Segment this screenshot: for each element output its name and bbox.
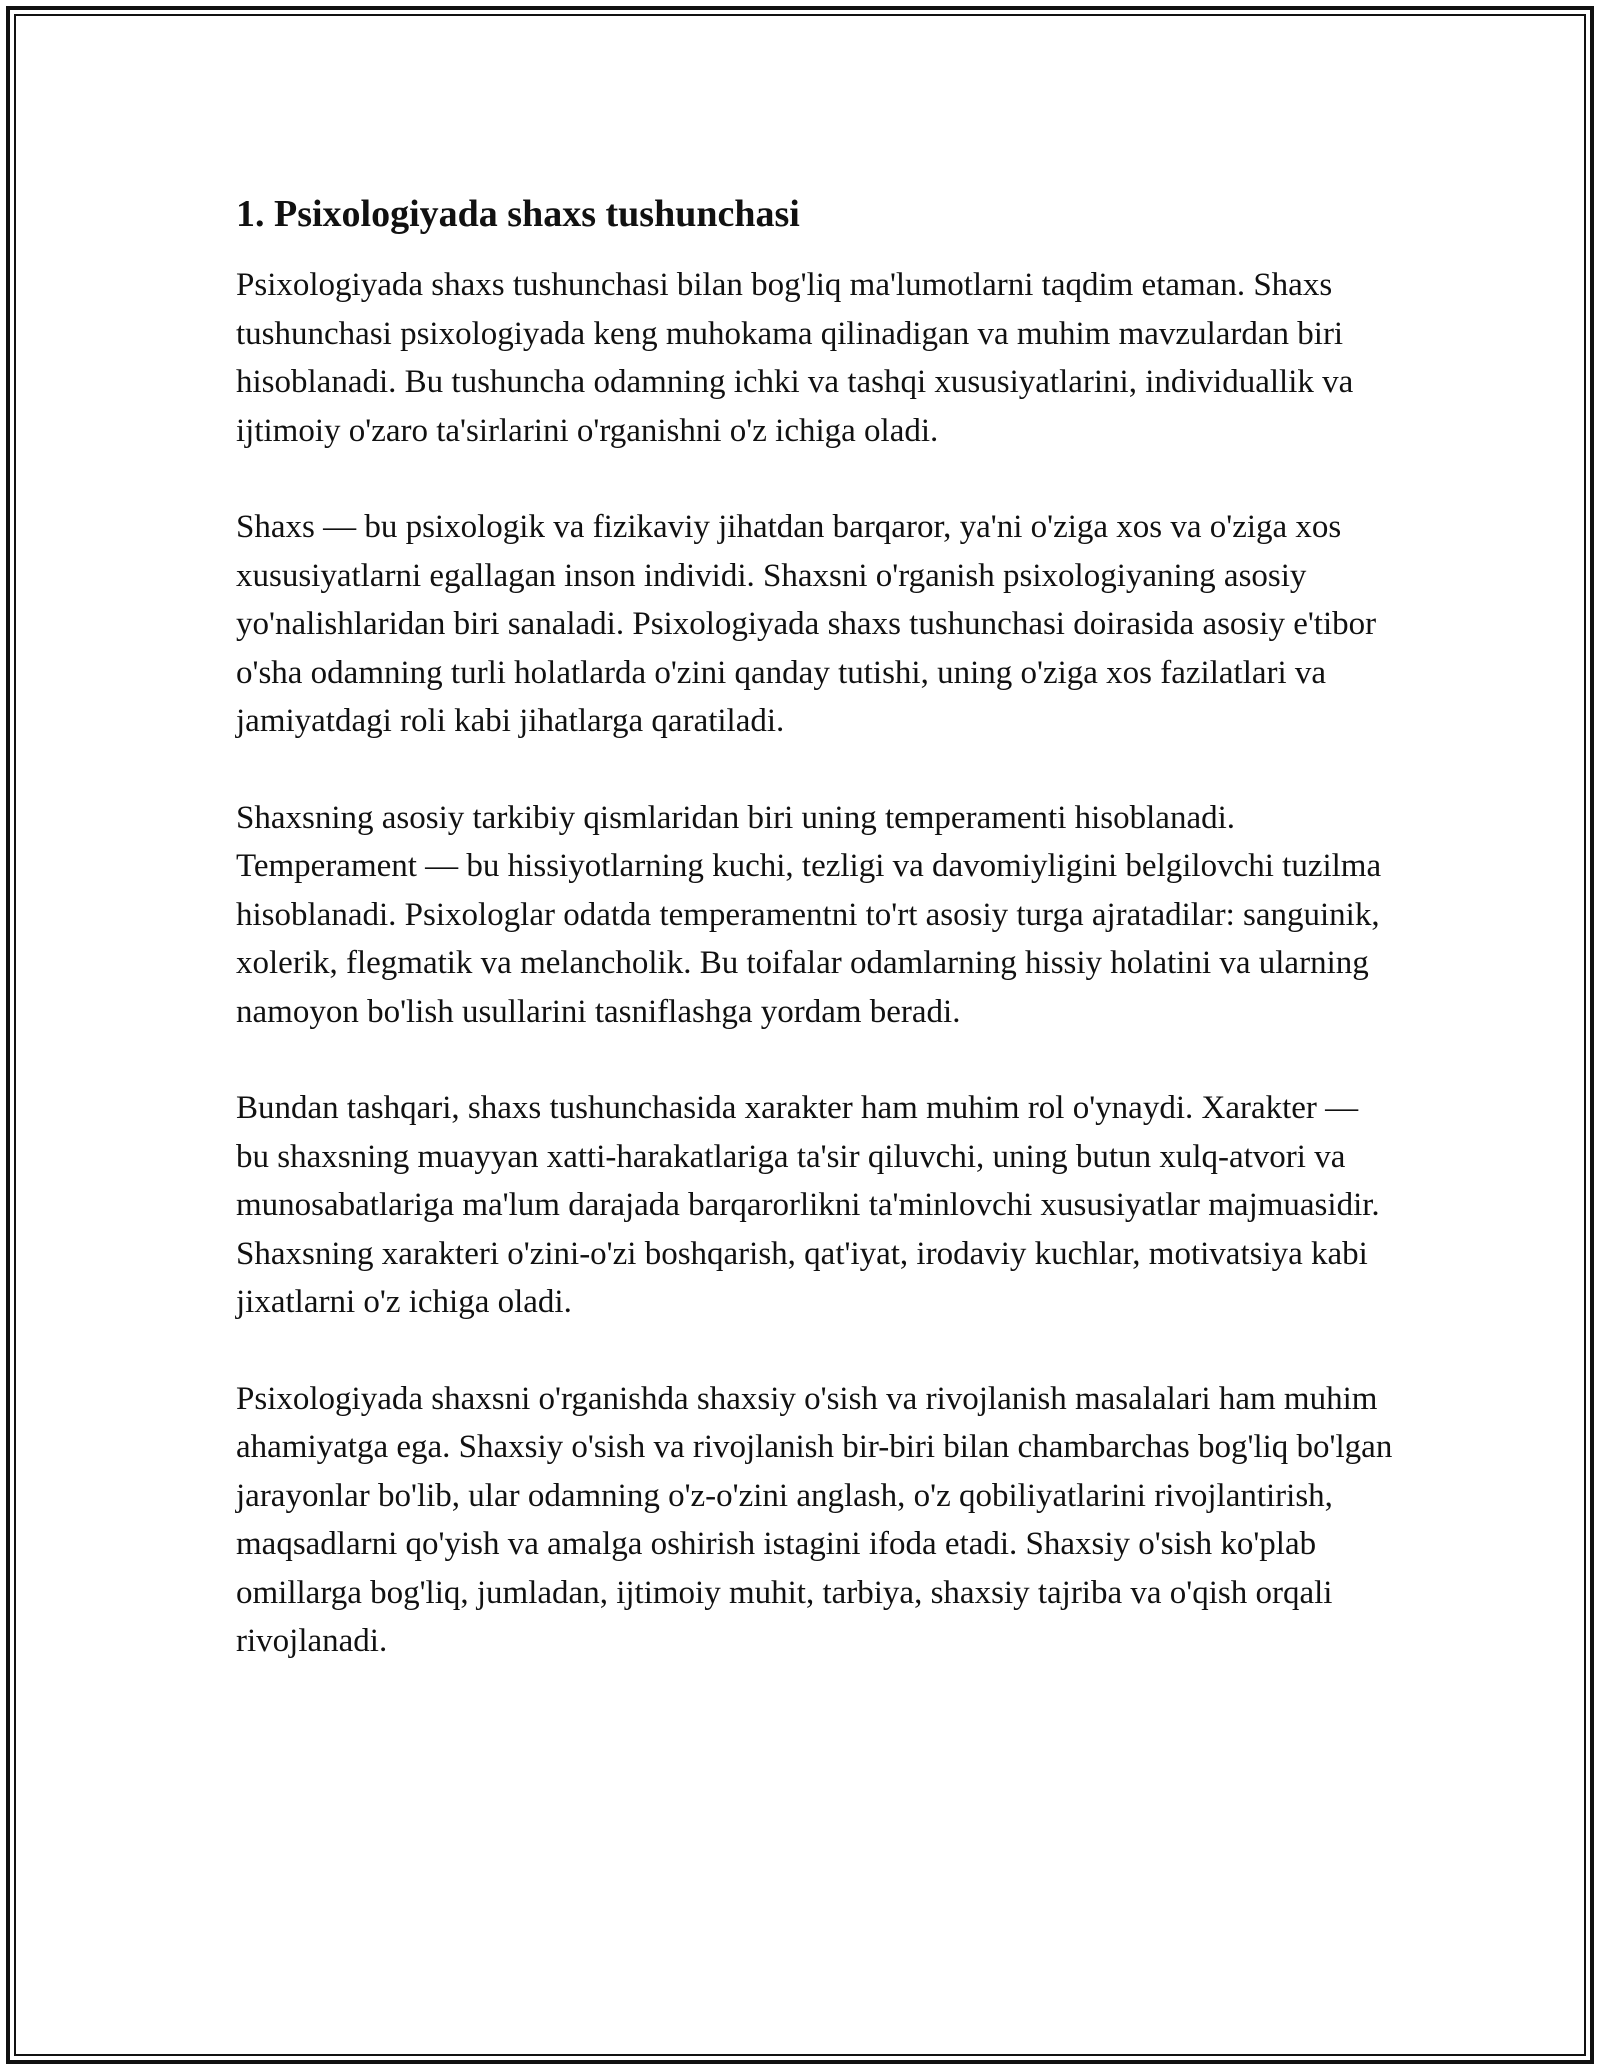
section-heading: 1. Psixologiyada shaxs tushunchasi [236,193,800,235]
document-body [236,186,1396,1666]
paragraph-3: Shaxsning asosiy tarkibiy qismlaridan biri uning temperamenti hisoblanadi. Temperament — bu hissiyotlarning kuchi, tezligi va davomiyligini belgilovchi tuzilma hisoblanadi. Psixologlar odatda temperamentni to'rt asosiy turga ajratadilar: sanguinik, xolerik, flegmatik va melancholik. Bu toifalar odamlarning hissiy holatini va ularning namoyon bo'lish usullarini tasniflashga yordam beradi. [236,799,1382,1030]
paragraph-1: Psixologiyada shaxs tushunchasi bilan bog'liq ma'lumotlarni taqdim etaman. Shaxs tushunchasi psixologiyada keng muhokama qilinadigan va muhim mavzulardan biri hisoblanadi. Bu tushuncha odamning ichki va tashqi xususiyatlarini, individuallik va ijtimoiy o'zaro ta'sirlarini o'rganishni o'z ichiga oladi. [236,267,1354,449]
paragraph-4: Bundan tashqari, shaxs tushunchasida xarakter ham muhim rol o'ynaydi. Xarakter — bu shaxsning muayyan xatti-harakatlariga ta'sir qiluvchi, uning butun xulq-atvori va munosabatlariga ma'lum darajada barqarorlikni ta'minlovchi xususiyatlar majmuasidir. Shaxsning xarakteri o'zini-o'zi boshqarish, qat'iyat, irodaviy kuchlar, motivatsiya kabi jixatlarni o'z ichiga oladi. [236,1090,1380,1320]
paragraph-2: Shaxs — bu psixologik va fizikaviy jihatdan barqaror, ya'ni o'ziga xos va o'ziga xos xususiyatlarni egallagan inson individi. Shaxsni o'rganish psixologiyaning asosiy yo'nalishlaridan biri sanaladi. Psixologiyada shaxs tushunchasi doirasida asosiy e'tibor o'sha odamning turli holatlarda o'zini qanday tutishi, uning o'ziga xos fazilatlari va jamiyatdagi roli kabi jihatlarga qaratiladi. [236,509,1377,739]
paragraph-5: Psixologiyada shaxsni o'rganishda shaxsiy o'sish va rivojlanish masalalari ham muhim ahamiyatga ega. Shaxsiy o'sish va rivojlanish bir-biri bilan chambarchas bog'liq bo'lgan jarayonlar bo'lib, ular odamning o'z-o'zini anglash, o'z qobiliyatlarini rivojlantirish, maqsadlarni qo'yish va amalga oshirish istagini ifoda etadi. Shaxsiy o'sish ko'plab omillarga bog'liq, jumladan, ijtimoiy muhit, tarbiya, shaxsiy tajriba va o'qish orqali rivojlanadi. [236,1380,1393,1659]
